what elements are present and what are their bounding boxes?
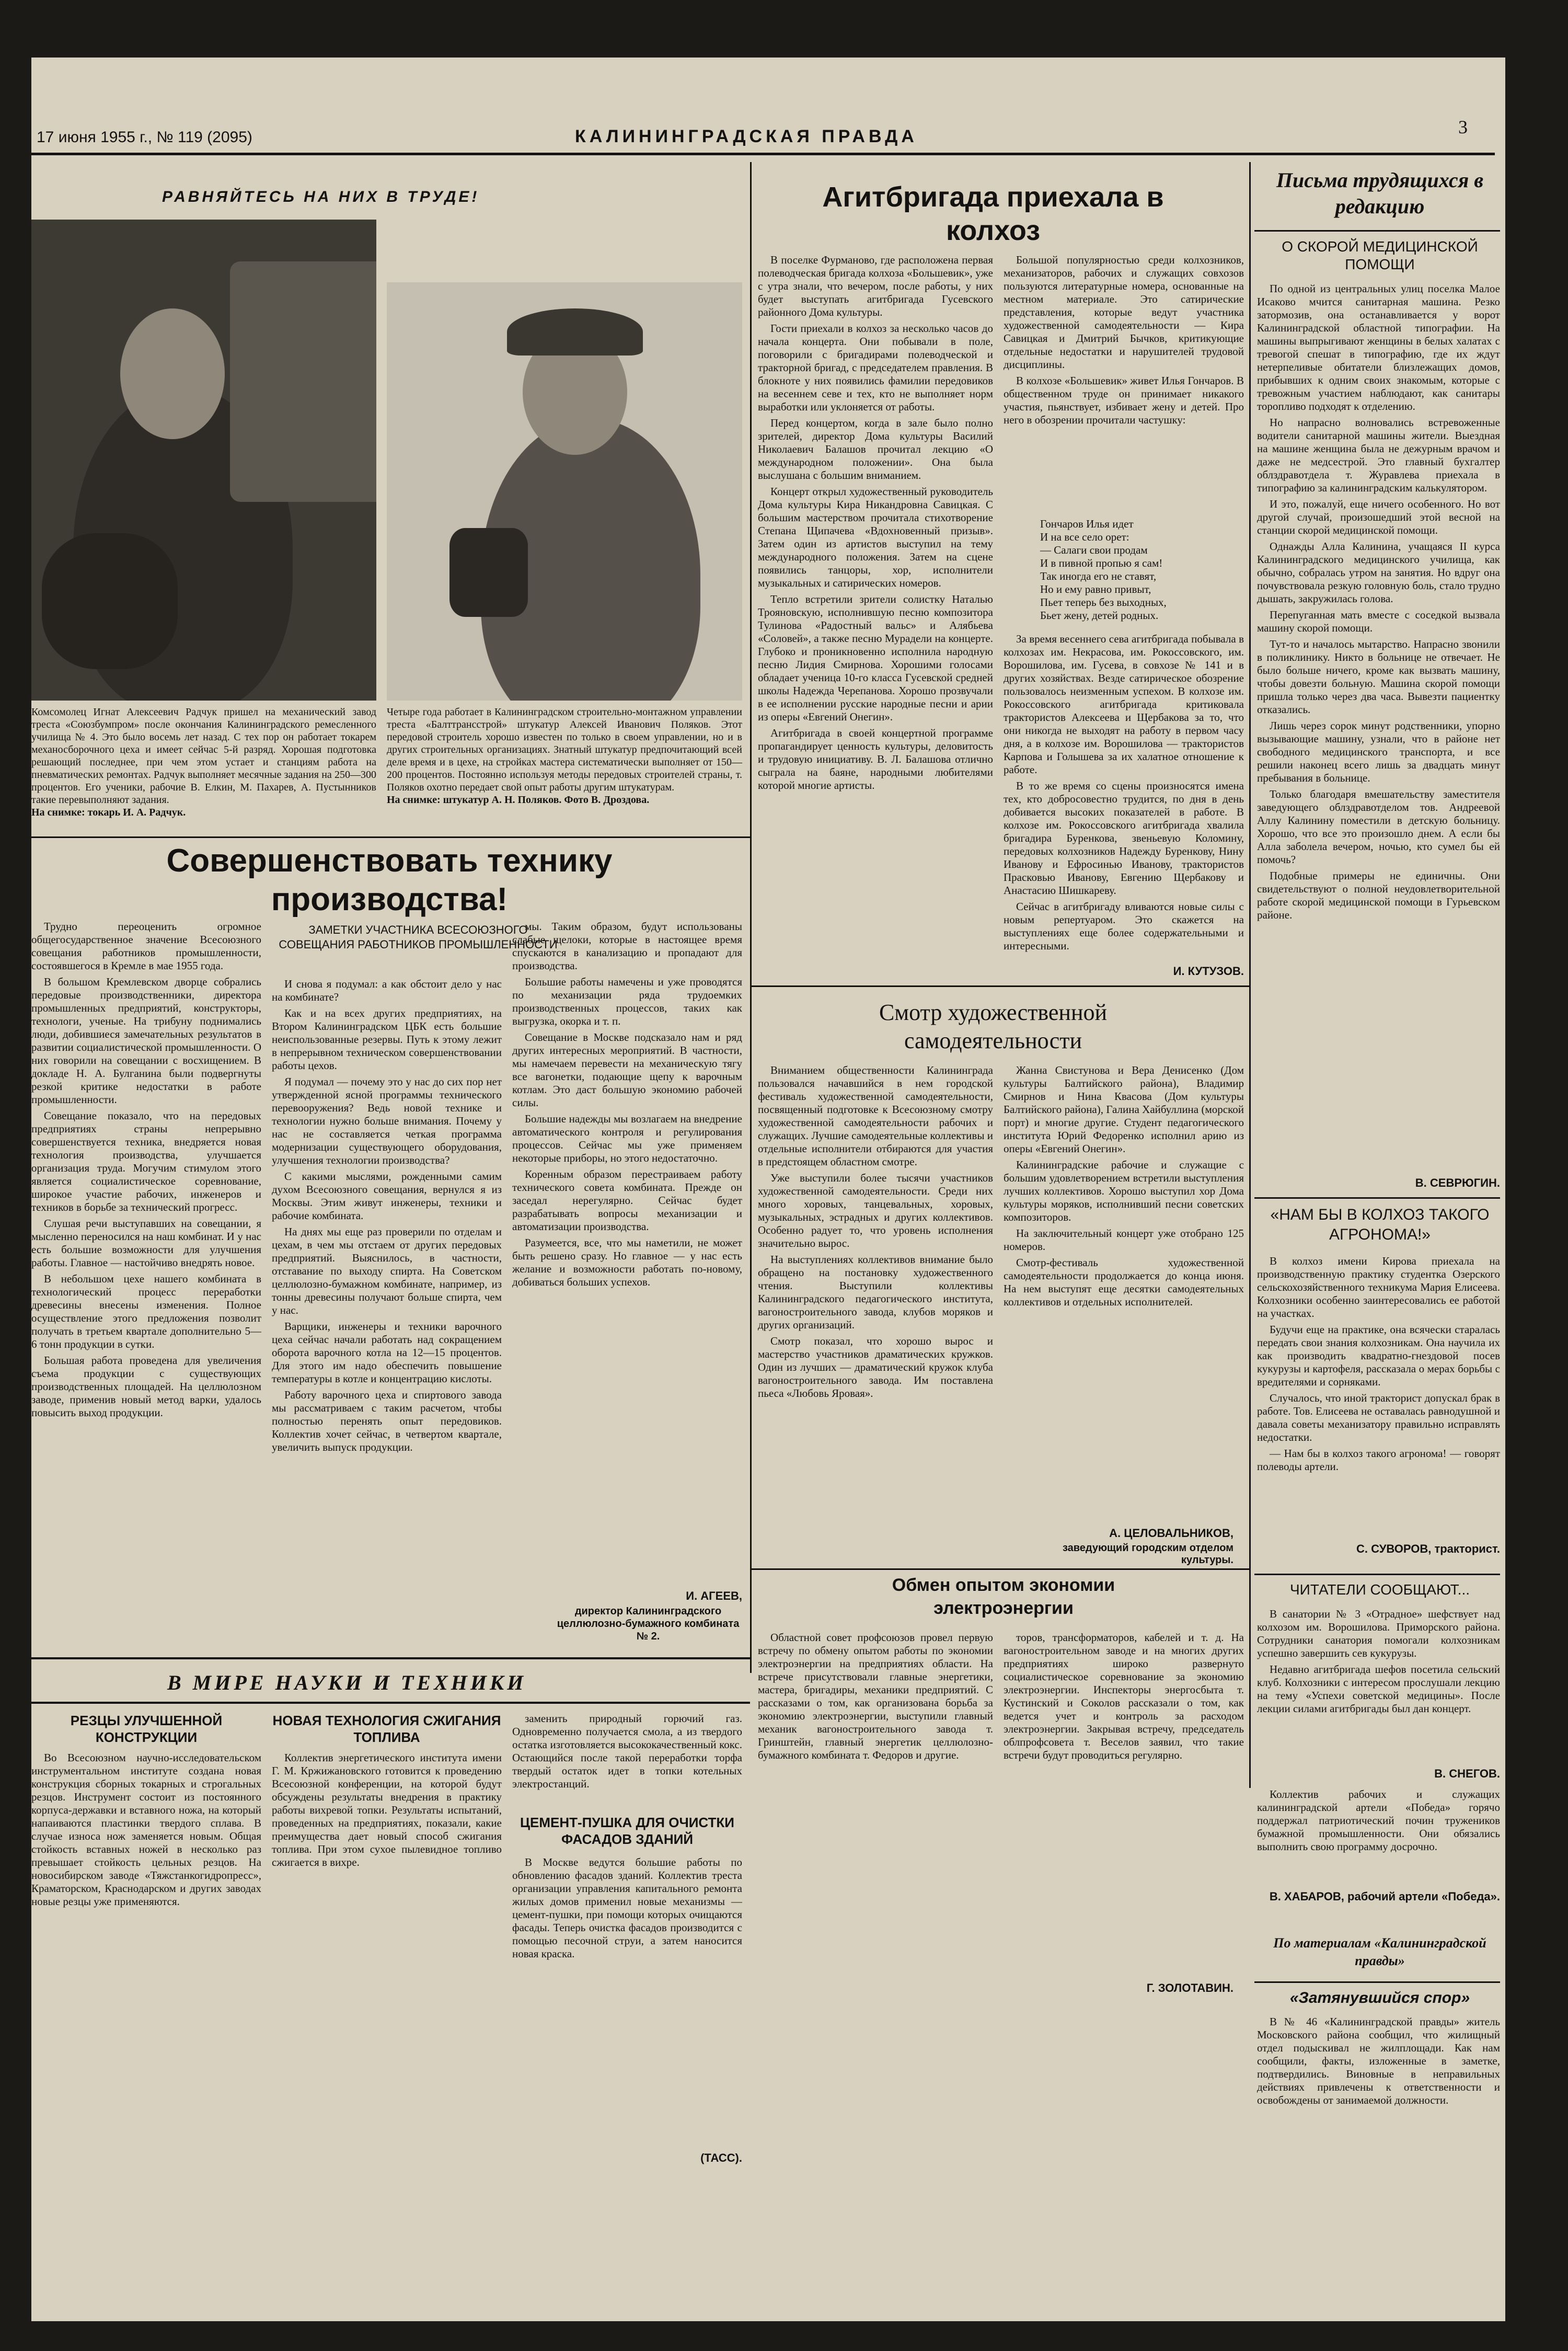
photo-section-title: РАВНЯЙТЕСЬ НА НИХ В ТРУДЕ! — [162, 188, 480, 205]
page-number: 3 — [1458, 117, 1468, 137]
rule-under-agit — [1001, 985, 1249, 987]
newspaper-page — [31, 58, 1505, 2321]
rule-letters-banner — [1254, 230, 1500, 232]
readers-signature-1: В. СНЕГОВ. — [1434, 1767, 1500, 1780]
photo-turner — [31, 220, 376, 701]
science-a1-text: Во Всесоюзном научно-исследовательском инструментальном институте создана новая конструкция сборных токарных и строгальных резцов. Инструмент состоит из постоянного корпуса-державки и вставного ножа, на который напаиваются пластинки твердого сплава. В случае износа нож заменяется новым. Общая стойкость вставных ножей в несколько раз превышает стойкость цельных резцов. На новосибирском заводе «Тяжстанкогидропресс», Краматорском, Краснодарском и других заводах новые резцы уже применяются. — [31, 1751, 261, 1908]
letters-first-signature: В. СЕВРЮГИН. — [1415, 1176, 1500, 1189]
science-a2-text: Коллектив энергетического института имени Г. М. Кржижановского готовится к проведению Всесоюзной конференции, на которой будут обсуждены результаты внедрения в практику работы вихревой топки. Результаты испытаний, проведенных на предприятиях, показали, какие преимущества дает новый способ сжигания топлива. При этом сухое пылевидное топливо сжигается в вихре. — [272, 1751, 502, 1868]
technique-col3: мы. Таким образом, будут использованы слабые щелоки, которые в настоящее время спускаются в канализацию и пропадают для производства. Большие работы намечены и уже проводятся по механизации ряда трудоемких производственных процессов, таких как выгрузка, окорка и т. п. Совещание в Москве подсказало нам и ряд других интересных мероприятий. В частности, мы намечаем перевести на механическую тягу все вагонетки, подающие щепу к варочным котлам. Это даст большую экономию рабочей силы. Большие надежды мы возлагаем на внедрение автоматического контроля и регулирования процессов. Сейчас мы уже применяем некоторые приборы, но этого недостаточно. Коренным образом перестраиваем работу технического совета комбината. Прежде он заседал нерегулярно. Сейчас будет разрабатывать вопросы механизации и автоматизации производства. Разумеется, все, что мы наметили, не может быть решено сразу. Но главное — у нас есть желание и возможности работать по-новому, добиваться больших успехов. — [512, 920, 742, 1288]
readers-text-2: Коллектив рабочих и служащих калининградской артели «Победа» горячо поддержал патриотический почин тружеников бумажной промышленности. Они обязались выполнить свою программу досрочно. — [1257, 1788, 1500, 1853]
amateur-headline: Смотр художественной самодеятельности — [879, 1000, 1108, 1053]
masthead-title: КАЛИНИНГРАДСКАЯ ПРАВДА — [575, 127, 918, 146]
caption-plasterer: Четыре года работает в Калининградском строительно-монтажном управлении треста «Балттрансстрой» штукатур Алексей Иванович Поляков. Этот передовой строитель хорошо известен по только в своем управлении, но и в других строительных организациях. Знатный штукатур предпочитающий всей деле время и в цехе, на стройках мастера систематически выполняет от 150—200 процентов. Постоянно используя методы передовых строителей страны, т. Поляков охотно передает свой опыт работы другим штукатурам. На снимке: штукатур А. Н. Поляков. Фото В. Дроздова. — [387, 706, 742, 806]
readers-signature-2: В. ХАБАРОВ, рабочий артели «Победа». — [1269, 1890, 1500, 1903]
electro-col2: торов, трансформаторов, кабелей и т. д. На вагоностроительном заводе и на многих других предприятиях широко развернуто социалистическое соревнование за экономию электроэнергии. Инспекторы энергосбыта т. Кустинский и Соколов рассказали о том, как ведется учет и контроль за расходом электроэнергии. Закрывая встречу, председатель облпрофсовета т. Веселов заявил, что такие встречи будут проводиться регулярно. — [1004, 1631, 1244, 1761]
technique-headline: Совершенствовать технику производства! — [166, 843, 613, 918]
rule-science-top — [31, 1657, 750, 1659]
materials-label: По материалам «Калининградской правды» — [1273, 1935, 1486, 1968]
rule-above-amateur — [750, 985, 1001, 987]
technique-subheading: ЗАМЕТКИ УЧАСТНИКА ВСЕСОЮЗНОГО СОВЕЩАНИЯ РАБОТНИКОВ ПРОМЫШЛЕННОСТИ — [279, 923, 558, 951]
amateur-signature: А. ЦЕЛОВАЛЬНИКОВ, — [1109, 1527, 1233, 1540]
credit-turner: На снимке: токарь И. А. Радчук. — [31, 807, 186, 818]
letters-second-text: В колхоз имени Кирова приехала на производственную практику студентка Озерского сельскохозяйственного техникума Мария Елисеева. Колхозники особенно заинтересовались ее работой на участках. Будучи еще на практике, она всячески старалась передать свои знания колхозникам. Она научила их как производить квадратно-гнездовой посев кукурузы и картофеля, рассказала о мерах борьбы с вредителями и сорняками. Случалось, что иной тракторист допускал брак в работе. Тов. Елисеева не оставалась равнодушной и давала советы механизатору правильно исправлять недостатки. — Нам бы в колхоз такого агронома! — говорят полеводы артели. — [1257, 1255, 1500, 1473]
masthead-rule — [31, 153, 1495, 155]
electro-headline: Обмен опытом экономии электроэнергии — [892, 1575, 1115, 1618]
agitbrigada-signature: И. КУТУЗОВ. — [1173, 965, 1244, 978]
photo-plasterer — [387, 282, 742, 701]
rule-photo-agit — [750, 162, 752, 847]
letters-second-title: «НАМ БЫ В КОЛХОЗ ТАКОГО АГРОНОМА!» — [1270, 1206, 1490, 1243]
agitbrigada-col2b: За время весеннего сева агитбригада побывала в колхозах им. Некрасова, им. Рокоссовского, им. Ворошилова, им. Гусева, в совхозе № 141 и в других хозяйствах. Везде сатирическое обозрение пользовалось неизменным успехом. В колхозе им. Рокоссовского агитбригада критиковала трактористов Алексеева и Щербакова за то, что они никогда не выходят на работу в первом часу дня, а в колхозе им. Ворошилова — трактористов Карпова и Голышева за их халатное отношение к работе. В то же время со сцены произносятся имена тех, кто добросовестно трудится, по дня в день добивается высоких показателей в работе. В колхозе им. Рокоссовского агитбригада хвалила бригадира Буренкова, звеньевую Коломину, передовых колхозников Надежду Буренкову, Нину Иванову и Ефросинью Иванову, трактористов Прасковью Иванову, Евгению Щербакову и Анастасию Шишкареву. Сейчас в агитбригаду вливаются новые силы с новым репертуаром. Это скажется на выступлениях еще более содержательными и интересными. — [1004, 633, 1244, 952]
credit-plasterer: На снимке: штукатур А. Н. Поляков. Фото В. Дроздова. — [387, 794, 650, 806]
caption-turner: Комсомолец Игнат Алексеевич Радчук пришел на механический завод треста «Союзбумпром» после окончания Калининградского ремесленного училища № 4. Это было восемь лет назад. С тех пор он работает токарем механосборочного цеха и имеет сейчас 5-й разряд. Хорошая подготовка решающий последнее, при чем этом устает и станциям работа на пневматических ремонтах. Радчук выполняет месячные задания на 250—300 процентов. Его ученики, рабочие В. Елкин, М. Пахарев, А. Пустынников такие перевыполняют задания. На снимке: токарь И. А. Радчук. — [31, 706, 376, 818]
science-a3-credit: (ТАСС). — [700, 2151, 742, 2164]
agitbrigada-headline: Агитбригада приехала в колхоз — [822, 181, 1164, 246]
zatyanuvshiysya-title: «Затянувшийся спор» — [1289, 1989, 1470, 2006]
amateur-signature-role: заведующий городским отделом культуры. — [1062, 1542, 1233, 1566]
zatyanuvshiysya-text: В № 46 «Калининградской правды» житель Московского района сообщил, что жилищный отдел подыскивал не жилплощади. Как нам сообщили, факты, изложенные в заметке, подтвердились. Виновные в неправильных действиях привлечены к ответственности и освобождены от занимаемой должности. — [1257, 2015, 1500, 2106]
letters-second-signature: С. СУВОРОВ, тракторист. — [1356, 1542, 1500, 1555]
masthead-date: 17 июня 1955 г., № 119 (2095) — [37, 129, 252, 146]
science-a3-text: заменить природный горючий газ. Одновременно получается смола, а из твердого остатка изготовляется высококачественный кокс. Остающийся после такой переработки торфа твердый остаток идет в топки котельных электростанций. — [512, 1712, 742, 1790]
readers-text: В санатории № 3 «Отрадное» шефствует над колхозом им. Ворошилова. Приморского района. Сотрудники санатория помогали колхозникам успешно завершить сев кукурузы. Недавно агитбригада шефов посетила сельский клуб. Колхозники с интересом прослушали лекцию на тему «Успехи советской медицины». После лекции силами агитбригады был дан концерт. — [1257, 1608, 1500, 1715]
rule-letters-second — [1254, 1197, 1500, 1199]
technique-col1: Трудно переоценить огромное общегосударственное значение Всесоюзного совещания работников промышленности, состоявшегося в Кремле в мае 1955 года. В большом Кремлевском дворце собрались передовые производственники, директора промышленных предприятий, конструкторы, технологи, ученые. На трибуну поднимались люди, добившиеся замечательных результатов в развитии социалистической промышленности. О них говорили на совещании с восхищением. В докладе Н. А. Булганина были подвергнуты резкой критике недостатки в работе промышленности. Совещание показало, что на передовых предприятиях страны непрерывно совершенствуется техника, внедряется новая технология производства, улучшается организация труда. Могучим стимулом этого является социалистическое соревнование, широкое участие рабочих, инженеров и техников в борьбе за технический прогресс. Слушая речи выступавших на совещании, я мысленно переносился на наш комбинат. И у нас есть большие возможности для улучшения работы. Главное — настойчиво внедрять новое. В небольшом цехе нашего комбината в технологический процесс переработки древесины внесены изменения. Полное осуществление этого предложения позволит получать в третьем квартале дополнительно 5—6 тонн продукции в сутки. Большая работа проведена для увеличения съема продукции с существующих производственных площадей. На целлюлозном заводе, применив новый метод варки, удалось повысить выход продукции. — [31, 920, 261, 1419]
agitbrigada-col1: В поселке Фурманово, где расположена первая полеводческая бригада колхоза «Большевик», уже с утра знали, что вечером, после работы, у них будет выступать агитбригада Гусевского районного Дома культуры. Гости приехали в колхоз за несколько часов до начала концерта. Они побывали в поле, поговорили с бригадирами полеводческой и тракторной бригад, с председателем правления. В блокноте у них появились фамилии передовиков на весеннем севе и тех, кто не выполняет норм выработки или уклоняется от работы. Перед концертом, когда в зале было полно зрителей, директор Дома культуры Василий Николаевич Балашов прочитал лекцию «О международном положении». Она была выслушана с большим вниманием. Концерт открыл художественный руководитель Дома культуры Кира Никандровна Савицкая. С большим мастерством прочитала стихотворение Степана Щипачева «Вдохновенный призыв». Затем один из артистов выступил на тему международного положения. Затем на сцене появились танцоры, хор, исполнители музыкальных и сатирических номеров. Тепло встретили зрители солистку Наталью Трояновскую, исполнившую песню композитора Тулинова «Радостный вальс» и Алябьева «Соловей», а также песню Мурадели на концерте. Глубоко и проникновенно исполнила народную песню Лидия Смирнова. Хорошими голосами обладает ученица 10-го класса Гусевской средней школы Надежда Черепанова. Хорошо прозвучали в ее исполнении русские народные песни и арии из оперы «Евгений Онегин». Агитбригада в своей концертной программе пропагандирует ценность культуры, деловитость и трудовую инициативу. В. Л. Балашова отлично сыграла на баяне, народными любителями которой многие артисты. — [758, 254, 993, 792]
readers-title: ЧИТАТЕЛИ СООБЩАЮТ... — [1289, 1581, 1470, 1598]
letters-banner: Письма трудящихся в редакцию — [1276, 168, 1484, 218]
technique-signature: И. АГЕЕВ, — [686, 1589, 742, 1602]
letters-first-title: О СКОРОЙ МЕДИЦИНСКОЙ ПОМОЩИ — [1282, 238, 1478, 272]
rule-letters-readers — [1254, 1574, 1500, 1575]
rule-science-bottom — [31, 1702, 750, 1704]
agitbrigada-verse: Гончаров Илья идет И на все село орет: — Салаги свои продам И в пивной пропью я сам! Так иногда его не ставят, Но и ему равно привыт, Пьет теперь без выходных, Бьет жену, детей родных. — [1040, 518, 1167, 622]
science-banner: В МИРЕ НАУКИ И ТЕХНИКИ — [167, 1671, 527, 1694]
letters-first-text: По одной из центральных улиц поселка Малое Исаково мчится санитарная машина. Резко затормозив, она останавливается у ворот Калининградской областной типографии. На машины выпрыгивают женщины в белых халатах с тревогой спешат в типографию, где их ждут нетерпеливые обитатели близлежащих домов, прибывших к одним своих знакомым, которые с тревожным участием наблюдают, как санитары торопливо подходят к отделению. Но напрасно волновались встревоженные водители санитарной машины жители. Выездная на машине женщина была не дежурным врачом и даже не медсестрой. Это главный бухгалтер облздравотдела т. Журавлева приехала в типографию за калининградским калькулятором. И это, пожалуй, еще ничего особенного. Но вот другой случай, произошедший этой весной на станции скорой медицинской помощи. Однажды Алла Калинина, учащаяся II курса Калининградского медицинского училища, как обычно, собралась утром на занятия. Но вдруг она почувствовала резкую головную боль, стало трудно дышать, закружилась голова. Перепуганная мать вместе с соседкой вызвала машину скорой помощи. Тут-то и началось мытарство. Напрасно звонили в поликлинику. Никто в больнице не отвечает. Не было больше ничего, кроме как вызвать машину, чтобы довезти больную. Машина скорой помощи пришла только через два часа. Вывезти пациентку отказались. Лишь через сорок минут родственники, упорно вызывающие машину, узнали, что в районе нет свободного медицинского транспорта, и все решили наконец всего лишь за двадцать минут пребывания в больнице. Только благодаря вмешательству заместителя заведующего облздравотделом тов. Андреевой Аллу Калинину поместили в детскую больницу. Хорошо, что все это произошло днем. А если бы Алла заболела вечером, ночью, кто сумел бы ей помочь? Подобные примеры не единичны. Они свидетельствуют о полной неудовлетворительной работе скорой медицинской помощи в Гурьевском районе. — [1257, 282, 1500, 921]
technique-signature-role: директор Калининградского целлюлозно-бумажного комбината № 2. — [557, 1605, 740, 1642]
agitbrigada-col2: Большой популярностью среди колхозников, механизаторов, рабочих и служащих совхозов пользуются литературные номера, основанные на местном материале. Это сатирические представления, которые ведут участника художественной самодеятельности — Кира Савицкая и Дмитрий Бычков, критикующие отдельные недостатки и нарушителей трудовой дисциплины. В колхозе «Большевик» живет Илья Гончаров. В общественном труде он принимает никакого участия, пьянствует, избивает жену и детей. Про него в обозрении прочитали частушку: — [1004, 254, 1244, 426]
rule-zatyan — [1254, 1981, 1500, 1983]
science-a3-title: ЦЕМЕНТ-ПУШКА ДЛЯ ОЧИСТКИ ФАСАДОВ ЗДАНИЙ — [520, 1815, 734, 1847]
amateur-col1: Вниманием общественности Калининграда пользовался начавшийся в нем городской фестиваль художественной самодеятельности, посвященный подготовке к Всесоюзному смотру художественной самодеятельности рабочих и служащих. Лучшие самодеятельные коллективы и отдельные исполнители отбираются для участия в предстоящем областном смотре. Уже выступили более тысячи участников художественной самодеятельности. Среди них много хоровых, танцевальных, хоровых, музыкальных, эстрадных и других коллективов. Особенно радует то, что уровень исполнения значительно вырос. На выступлениях коллективов внимание было обращено на постановку художественного чтения. Выступили коллективы Калининградского педагогического института, вагоностроительного завода, клубов моряков и других организаций. Смотр показал, что хорошо вырос и мастерство участников драматических кружков. Один из лучших — драматический кружок клуба вагоностроительного завода. Им поставлена пьеса «Любовь Яровая». — [758, 1064, 993, 1400]
amateur-col2: Жанна Свистунова и Вера Денисенко (Дом культуры Балтийского района), Владимир Смирнов и Нина Квасова (Дом культуры Балтийского района), Галина Хайбуллина (морской порт) и многие другие. Студент педагогического института Юрий Федоренко исполнил арию из оперы «Евгений Онегин». Калининградские рабочие и служащие с большим удовлетворением встретили выступления лучших коллективов. Хорошо выступил хор Дома культуры моряков, исполнивший песни советских композиторов. На заключительный концерт уже отобрано 125 номеров. Смотр-фестиваль художественной самодеятельности продолжается до конца июня. На нем выступят еще десятки самодеятельных коллективов и отдельных исполнителей. — [1004, 1064, 1244, 1308]
rule-agit-letters — [1249, 162, 1251, 1788]
rule-under-photos — [31, 836, 750, 838]
science-a2-title: НОВАЯ ТЕХНОЛОГИЯ СЖИГАНИЯ ТОПЛИВА — [272, 1713, 501, 1745]
electro-col1: Областной совет профсоюзов провел первую встречу по обмену опытом работы по экономии электроэнергии на предприятиях области. На встрече присутствовали главные энергетики, мастера, бригадиры, механики предприятий. С рассказами о том, как организована борьба за экономию электроэнергии, выступили главный механик вагоностроительного завода т. Гринштейн, главный энергетик целлюлозно-бумажного комбината т. Федоров и другие. — [758, 1631, 993, 1761]
technique-col2: И снова я подумал: а как обстоит дело у нас на комбинате? Как и на всех других предприятиях, на Втором Калининградском ЦБК есть большие неиспользованные резервы. Путь к этому лежит в непрерывном техническом совершенствовании работы цехов. Я подумал — почему это у нас до сих пор нет утвержденной ясной программы технического перевооружения? Ведь новой технике и технологии нужно больше внимания. Почему у нас не составляется четкая программа модернизации существующего оборудования, улучшения технологии производства? С какими мыслями, рожденными самим духом Всесоюзного совещания, вернулся я из Москвы. Этим живут инженеры, техники и рабочие комбината. На днях мы еще раз проверили по отделам и цехам, в чем мы отстаем от других передовых предприятий. Выяснилось, в частности, отставание по выходу спирта. На Советском целлюлозно-бумажном комбинате, например, из тонны древесины получают больше спирта, чем у нас. Варщики, инженеры и техники варочного цеха сейчас начали работать над сокращением оборота варочного котла на 12—15 процентов. Для этого им надо обеспечить повышение температуры в котле и концентрацию кислоты. Работу варочного цеха и спиртового завода мы рассматриваем с таким расчетом, чтобы полностью перенять опыт передовиков. Коллектив хочет сейчас, в четвертом квартале, увеличить выпуск продукции. — [272, 978, 502, 1453]
electro-signature: Г. ЗОЛОТАВИН. — [1146, 1981, 1233, 1994]
science-a1-title: РЕЗЦЫ УЛУЧШЕННОЙ КОНСТРУКЦИИ — [70, 1713, 223, 1745]
rule-above-electro — [750, 1568, 1249, 1570]
rule-tech-amateur — [750, 836, 752, 1673]
science-a3-text2: В Москве ведутся большие работы по обновлению фасадов зданий. Коллектив треста организации управления капитального ремонта жилых домов применил новые механизмы — цемент-пушки, при помощи которых очищаются фасады. Теперь очистка фасадов производится с помощью песочной струи, а затем наносится новая краска. — [512, 1856, 742, 1960]
